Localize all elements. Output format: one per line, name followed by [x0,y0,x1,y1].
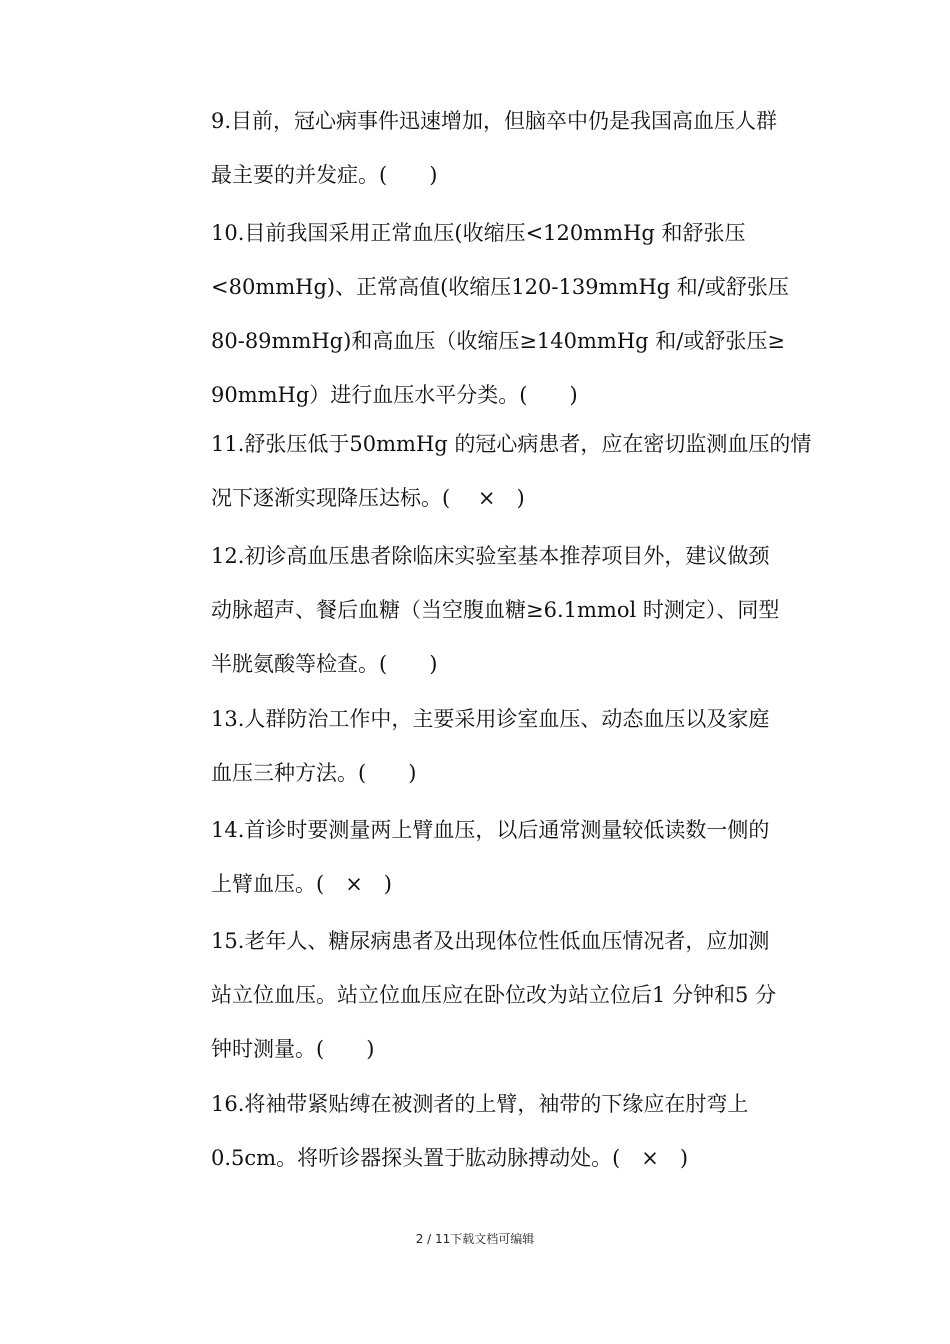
question-14 [211,803,821,911]
question-13 [211,692,821,800]
question-16 [211,1077,821,1185]
question-10 [211,206,821,422]
question-11 [211,417,821,525]
question-12 [211,529,821,691]
question-line: 况下逐渐实现降压达标。( × ) [211,486,525,510]
question-line: <80mmHg)、正常高值(收缩压120-139mmHg 和/或舒张压 [211,275,789,299]
question-line: 血压三种方法。( ) [211,761,417,785]
question-line: 动脉超声、餐后血糖（当空腹血糖≥6.1mmol 时测定）、同型 [211,598,780,622]
question-line: 16.将袖带紧贴缚在被测者的上臂，袖带的下缘应在肘弯上 [211,1092,749,1116]
question-line: 11.舒张压低于50mmHg 的冠心病患者，应在密切监测血压的情 [211,432,812,456]
question-line: 站立位血压。站立位血压应在卧位改为站立位后1 分钟和5 分 [211,983,777,1007]
page-footer: 2 / 11下载文档可编辑 [415,1232,535,1246]
question-line: 0.5cm。将听诊器探头置于肱动脉搏动处。( × ) [211,1146,689,1170]
question-line: 钟时测量。( ) [211,1037,375,1061]
question-line: 15.老年人、糖尿病患者及出现体位性低血压情况者，应加测 [211,929,770,953]
question-line: 10.目前我国采用正常血压(收缩压<120mmHg 和舒张压 [211,221,746,245]
question-line: 14.首诊时要测量两上臂血压，以后通常测量较低读数一侧的 [211,818,770,842]
question-line: 9.目前，冠心病事件迅速增加，但脑卒中仍是我国高血压人群 [211,109,778,133]
question-line: 12.初诊高血压患者除临床实验室基本推荐项目外，建议做颈 [211,544,770,568]
question-line: 最主要的并发症。( ) [211,163,438,187]
question-line: 半胱氨酸等检查。( ) [211,652,438,676]
question-line: 13.人群防治工作中，主要采用诊室血压、动态血压以及家庭 [211,707,770,731]
question-line: 上臂血压。( × ) [211,872,392,896]
question-line: 80-89mmHg)和高血压（收缩压≥140mmHg 和/或舒张压≥ [211,329,785,353]
question-9 [211,94,821,202]
question-15 [211,914,821,1076]
question-line: 90mmHg）进行血压水平分类。( ) [211,383,578,407]
